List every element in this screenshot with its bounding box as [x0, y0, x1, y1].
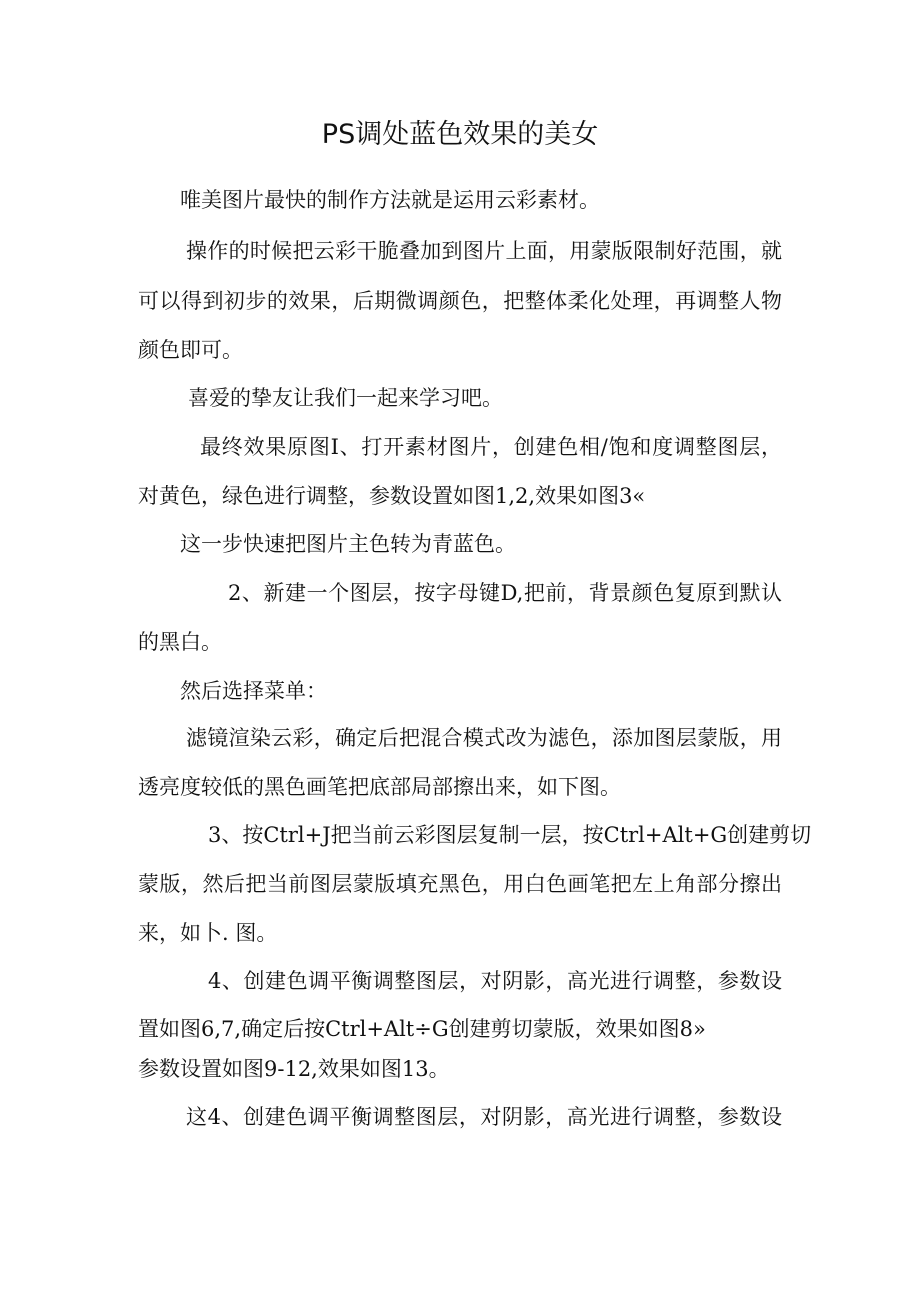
paragraph-line: 的黑白。	[138, 630, 222, 654]
paragraph-line: 4、创建色调平衡调整图层，对阴影，高光进行调整，参数设	[208, 969, 782, 993]
paragraph-line: 滤镜渲染云彩，确定后把混合模式改为滤色，添加图层蒙版，用	[186, 726, 782, 750]
paragraph-line: 3、按Ctrl+J把当前云彩图层复制一层，按Ctrl+Alt+G创建剪切	[208, 823, 812, 847]
paragraph-line: 这一步快速把图片主色转为青蓝色。	[180, 532, 516, 556]
paragraph-line: 喜爱的挚友让我们一起来学习吧。	[188, 386, 503, 410]
paragraph-line: 参数设置如图9-12,效果如图13。	[138, 1057, 450, 1081]
paragraph-line: 操作的时候把云彩干脆叠加到图片上面，用蒙版限制好范围，就	[186, 239, 782, 263]
paragraph-line: 蒙版，然后把当前图层蒙版填充黑色，用白色画笔把左上角部分擦出	[138, 872, 782, 896]
paragraph-line: 最终效果原图I、打开素材图片，创建色相/饱和度调整图层，	[200, 435, 782, 459]
paragraph-line: 对黄色，绿色进行调整，参数设置如图1,2,效果如图3«	[138, 484, 646, 508]
paragraph-line: 可以得到初步的效果，后期微调颜色，把整体柔化处理，再调整人物	[138, 289, 782, 313]
paragraph-line: 置如图6,7,确定后按Ctrl+Alt÷G创建剪切蒙版，效果如图8»	[138, 1017, 706, 1041]
paragraph-line: 2、新建一个图层，按字母键D,把前，背景颜色复原到默认	[228, 581, 782, 605]
paragraph-line: 透亮度较低的黑色画笔把底部局部擦出来，如下图。	[138, 775, 621, 799]
paragraph-line: 唯美图片最快的制作方法就是运用云彩素材。	[180, 188, 600, 212]
paragraph-line: 这4、创建色调平衡调整图层，对阴影，高光进行调整，参数设	[186, 1105, 782, 1129]
paragraph-line: 来，如卜. 图。	[138, 921, 278, 945]
paragraph-line: 然后选择菜单：	[180, 679, 327, 703]
paragraph-line: 颜色即可。	[138, 338, 243, 362]
document-title: PS调处蓝色效果的美女	[321, 119, 599, 150]
